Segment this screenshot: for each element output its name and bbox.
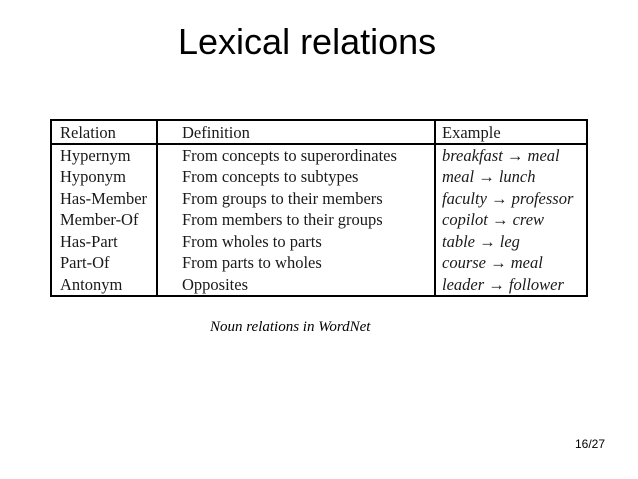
relation-cell: Hypernym [60, 146, 131, 165]
example-cell: course → meal [442, 253, 543, 272]
relation-cell: Hyponym [60, 167, 126, 186]
relations-table [50, 119, 588, 297]
relation-cell: Antonym [60, 275, 123, 294]
example-cell: copilot → crew [442, 210, 545, 229]
column-divider [156, 121, 158, 295]
example-cell: breakfast → meal [442, 146, 560, 165]
definition-cell: From members to their groups [182, 210, 383, 229]
page-number: 16/27 [574, 437, 605, 451]
header-definition: Definition [182, 123, 250, 142]
definition-cell: From concepts to subtypes [182, 167, 359, 186]
table-caption: Noun relations in WordNet [210, 319, 371, 335]
relation-cell: Has-Member [60, 189, 148, 208]
example-cell: table → leg [442, 232, 520, 251]
example-cell: meal → lunch [442, 167, 536, 186]
relation-cell: Part-Of [60, 253, 110, 272]
header-relation: Relation [60, 123, 116, 142]
relation-cell: Member-Of [60, 210, 139, 229]
example-cell: faculty → professor [442, 189, 574, 208]
definition-cell: From groups to their members [182, 189, 383, 208]
definition-cell: From wholes to parts [182, 232, 322, 251]
header-example: Example [442, 123, 501, 142]
definition-cell: From concepts to superordinates [182, 146, 397, 165]
definition-cell: Opposites [182, 275, 248, 294]
slide-title: Lexical relations [178, 21, 437, 62]
column-divider [434, 121, 436, 295]
definition-cell: From parts to wholes [182, 253, 322, 272]
relation-cell: Has-Part [60, 232, 118, 251]
example-cell: leader → follower [442, 275, 564, 294]
